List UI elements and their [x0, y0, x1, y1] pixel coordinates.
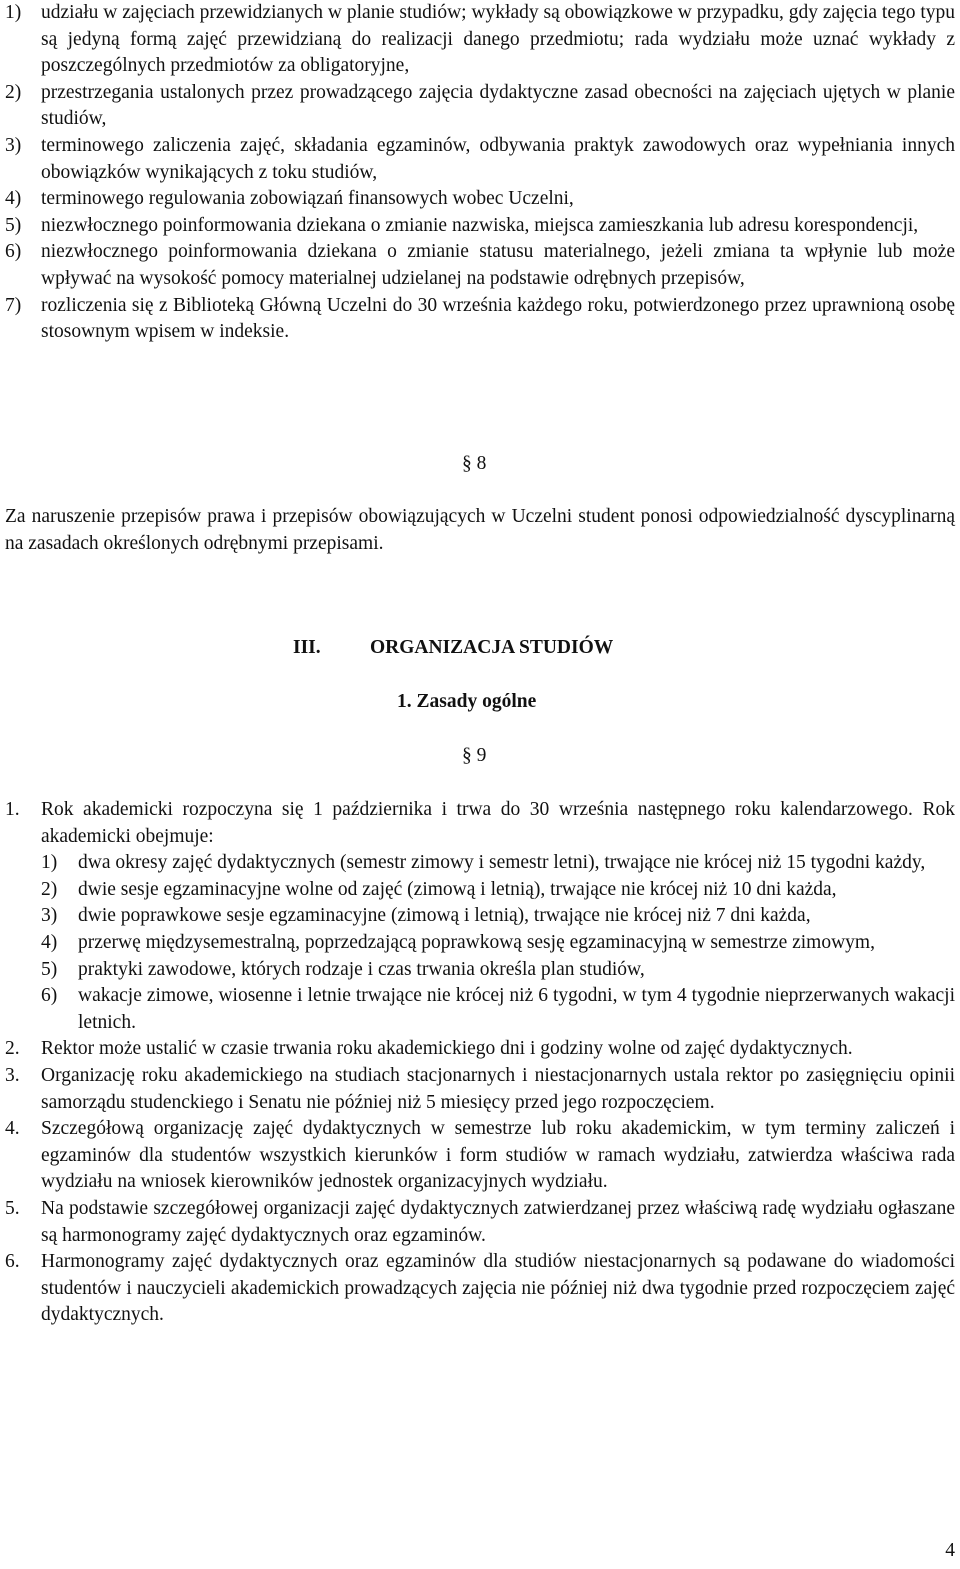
item-text: niezwłocznego poinformowania dziekana o zmianie nazwiska, miejsca zamieszkania lub adresu korespondencji,: [41, 214, 919, 236]
section-8-paragraph: Za naruszenie przepisów prawa i przepisów obowiązujących w Uczelni student ponosi odpowiedzialność dyscyplinarną na zasadach określonych odrębnymi przepisami.: [5, 506, 955, 554]
list-item: [5, 1116, 955, 1196]
list-item: [5, 1196, 955, 1249]
academic-year-sublist: [41, 850, 955, 1036]
item-text: rozliczenia się z Biblioteką Główną Uczelni do 30 września każdego roku, potwierdzonego przez uprawnioną osobę stosownym wpisem w indeksie.: [41, 294, 955, 343]
sublist-item: [41, 850, 955, 877]
item-text: terminowego zaliczenia zajęć, składania egzaminów, odbywania praktyk zawodowych oraz wypełniania innych obowiązków wynikających z toku studiów,: [41, 134, 955, 183]
item-number: 5): [5, 214, 22, 236]
item-number: 7): [5, 294, 22, 316]
list-item: [5, 213, 955, 240]
section-sign-text: § 9: [462, 745, 487, 766]
sublist-item: [41, 877, 955, 904]
subitem-text: dwie sesje egzaminacyjne wolne od zajęć (zimową i letnią), trwające nie krócej niż 10 dni każda,: [78, 878, 837, 900]
chapter-title: ORGANIZACJA STUDIÓW: [370, 637, 614, 658]
list-item: [5, 293, 955, 346]
item-text: Rektor może ustalić w czasie trwania roku akademickiego dni i godziny wolne od zajęć dydaktycznych.: [41, 1038, 853, 1060]
list-item: [5, 1063, 955, 1116]
item-number: 1.: [5, 799, 20, 820]
list-item: [5, 186, 955, 213]
item-text: Organizację roku akademickiego na studiach stacjonarnych i niestacjonarnych ustala rektor po zasięgnięciu opinii samorządu studenckiego i Senatu nie później niż 5 miesięcy przed jego rozpoczęciem.: [41, 1064, 955, 1113]
subitem-number: 5): [41, 958, 58, 980]
sublist-item: [41, 930, 955, 957]
subitem-number: 4): [41, 931, 58, 953]
list-item: [5, 797, 955, 1036]
item-text: niezwłocznego poinformowania dziekana o zmianie statusu materialnego, jeżeli zmiana ta wpłynie lub może wpływać na wysokość pomocy materialnej udzielanej na podstawie odrębnych przepisów,: [41, 241, 955, 289]
item-number: 3.: [5, 1064, 20, 1086]
subitem-text: wakacje zimowe, wiosenne i letnie trwające nie krócej niż 6 tygodni, w tym 4 tygodnie nieprzerwanych wakacji letnich.: [78, 985, 955, 1033]
sublist-item: [41, 983, 955, 1036]
item-text: udziału w zajęciach przewidzianych w planie studiów; wykłady są obowiązkowe w przypadku, gdy zajęcia tego typu są jedyną formą zajęć przewidzianą do realizacji danego przedmiotu; rada wydziału może uznać wykłady z poszczególnych przedmiotów za obligatoryjne,: [41, 2, 956, 77]
item-number: 1): [5, 2, 22, 23]
item-text: Harmonogramy zajęć dydaktycznych oraz egzaminów dla studiów niestacjonarnych są podawane do wiadomości studentów i nauczycieli akademickich prowadzących zajęcia nie później niż dwa tygodnie przed rozpoczęciem zajęć dydaktycznych.: [41, 1251, 955, 1326]
chapter-number: III.: [293, 637, 321, 658]
list-item: [5, 0, 955, 80]
item-body: [41, 797, 955, 1036]
section-sign-text: § 8: [462, 453, 487, 474]
list-item: [5, 1036, 955, 1063]
subitem-number: 3): [41, 905, 58, 927]
item-text: Na podstawie szczegółowej organizacji zajęć dydaktycznych zatwierdzanej przez właściwą radę wydziału ogłaszane są harmonogramy zajęć dydaktycznych oraz egzaminów.: [41, 1197, 955, 1246]
subitem-number: 2): [41, 878, 58, 900]
item-number: 2.: [5, 1038, 20, 1060]
obligations-list: [5, 0, 955, 346]
subitem-text: przerwę międzysemestralną, poprzedzającą poprawkową sesję egzaminacyjną w semestrze zimowym,: [78, 931, 875, 953]
page-number: 4: [945, 1540, 955, 1561]
subitem-text: dwie poprawkowe sesje egzaminacyjne (zimową i letnią), trwające nie krócej niż 7 dni każda,: [78, 905, 811, 927]
subitem-number: 6): [41, 985, 58, 1007]
list-item: [5, 1249, 955, 1329]
item-number: 5.: [5, 1197, 20, 1219]
subitem-text: praktyki zawodowe, których rodzaje i czas trwania określa plan studiów,: [78, 958, 645, 980]
item-text: przestrzegania ustalonych przez prowadzącego zajęcia dydaktyczne zasad obecności na zajęciach ujętych w planie studiów,: [41, 81, 955, 130]
list-item: [5, 133, 955, 186]
item-text: Rok akademicki rozpoczyna się 1 października i trwa do 30 września następnego roku kalendarzowego. Rok akademicki obejmuje:: [41, 799, 955, 847]
subitem-number: 1): [41, 852, 58, 874]
item-number: 6): [5, 241, 22, 263]
subitem-text: dwa okresy zajęć dydaktycznych (semestr zimowy i semestr letni), trwające nie krócej niż 15 tygodni każdy,: [78, 852, 926, 874]
chapter-subtitle: 1. Zasady ogólne: [397, 691, 537, 712]
sublist-item: [41, 957, 955, 984]
item-number: 3): [5, 134, 22, 156]
item-number: 6.: [5, 1251, 20, 1273]
list-item: [5, 80, 955, 133]
sublist-item: [41, 903, 955, 930]
list-item: [5, 239, 955, 292]
item-number: 2): [5, 81, 22, 103]
item-number: 4): [5, 188, 22, 210]
item-text: Szczegółową organizację zajęć dydaktycznych w semestrze lub roku akademickim, w tym terminy zaliczeń i egzaminów dla studentów wszystkich kierunków i form studiów w ramach wydziału, zatwierdza właściwa rada wydziału na wniosek kierowników jednostek organizacyjnych wydziału.: [41, 1118, 955, 1193]
item-text: terminowego regulowania zobowiązań finansowych wobec Uczelni,: [41, 188, 574, 210]
item-number: 4.: [5, 1118, 20, 1140]
section-9-list: [5, 797, 955, 1329]
